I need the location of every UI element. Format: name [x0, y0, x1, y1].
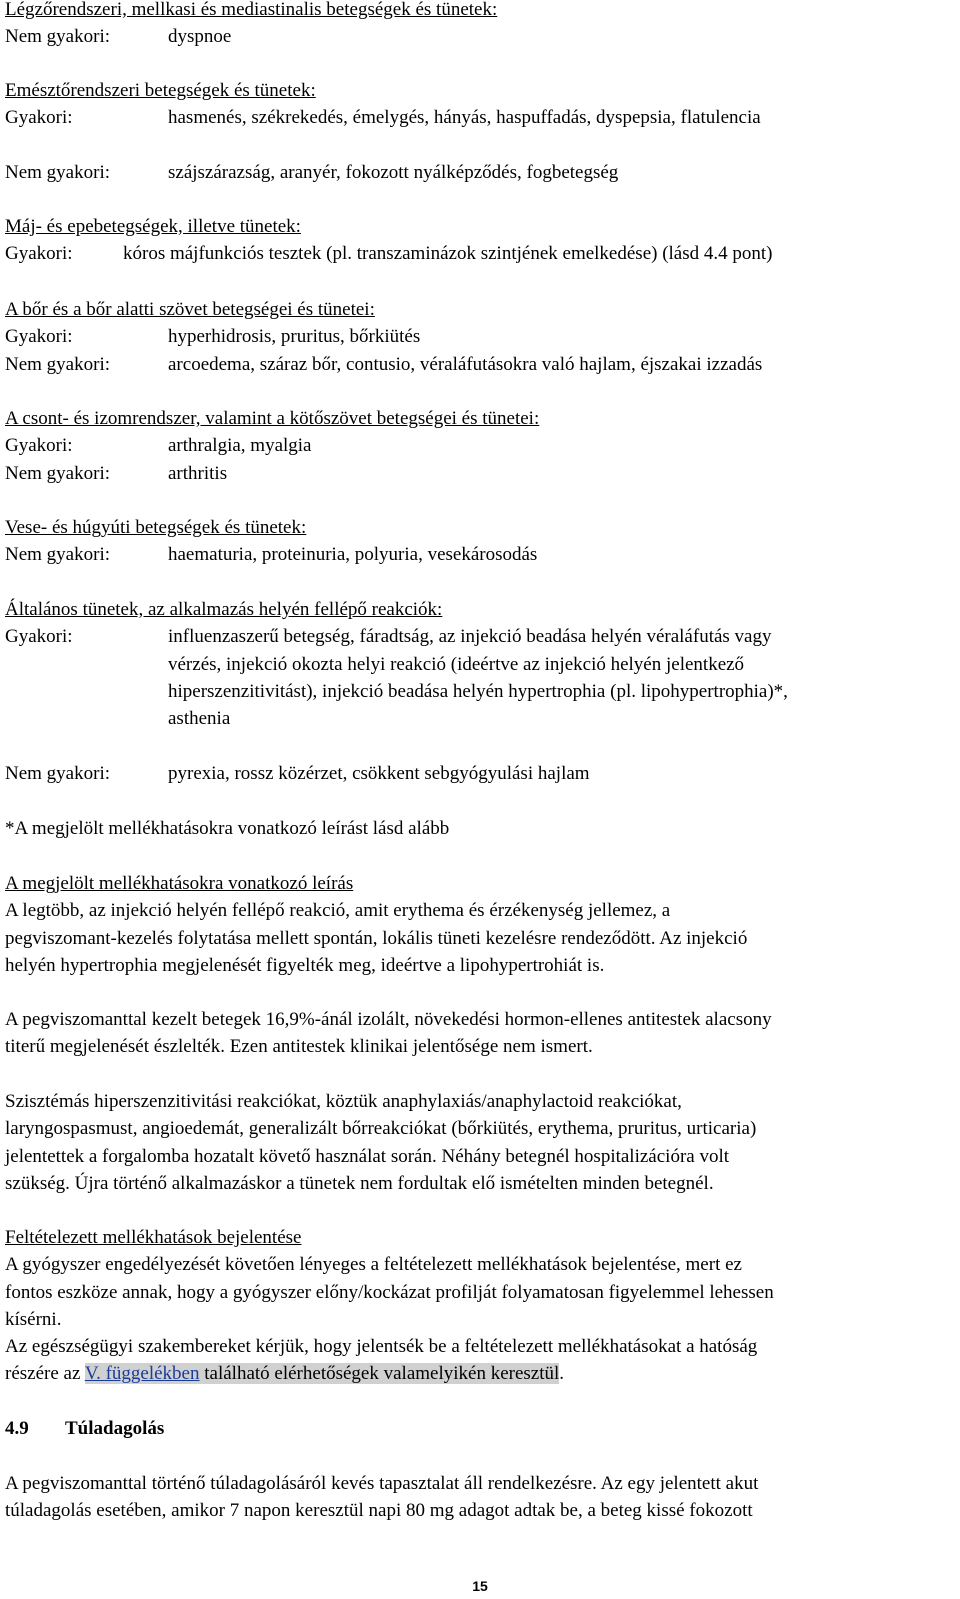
frequency-text: dyspnoe — [168, 26, 232, 48]
frequency-text: hyperhidrosis, pruritus, bőrkiütés — [168, 326, 421, 348]
section-heading: A csont- és izomrendszer, valamint a kötőszövet betegségei és tünetei: — [5, 408, 540, 429]
frequency-text: arcoedema, száraz bőr, contusio, véraláfutásokra való hajlam, éjszakai izzadás — [168, 353, 763, 375]
footnote-text: *A megjelölt mellékhatásokra vonatkozó leírást lásd alább — [5, 818, 450, 839]
paragraph-line: A pegviszomanttal kezelt betegek 16,9%-ánál izolált, növekedési hormon-ellenes antitestek alacsony — [5, 1009, 772, 1030]
paragraph-line: A legtöbb, az injekció helyén fellépő reakció, amit erythema és érzékenység jellemez, a — [5, 900, 671, 922]
frequency-text: haematuria, proteinuria, polyuria, vesekárosodás — [168, 544, 538, 566]
text-end: . — [559, 1363, 565, 1385]
paragraph-line: Szisztémás hiperszenzitivitási reakciókat, köztük anaphylaxiás/anaphylactoid reakciókat, — [5, 1091, 682, 1112]
section-musculoskeletal — [5, 405, 955, 487]
page-number: 15 — [472, 1578, 488, 1594]
paragraph-hypersensitivity — [5, 1088, 955, 1197]
section-heading: Feltételezett mellékhatások bejelentése — [5, 1227, 302, 1248]
paragraph-line: fontos eszköze annak, hogy a gyógyszer előny/kockázat profilját folyamatosan figyelemmel lehessen — [5, 1281, 774, 1303]
frequency-label: Nem gyakori: — [5, 353, 111, 375]
section-heading: Általános tünetek, az alkalmazás helyén fellépő reakciók: — [5, 599, 443, 620]
frequency-label: Gyakori: — [5, 243, 73, 265]
footnote — [5, 815, 955, 842]
section-marked-reactions — [5, 870, 955, 979]
section-heading: A megjelölt mellékhatásokra vonatkozó leírás — [5, 873, 354, 894]
paragraph-line: jelentettek a forgalomba hozatalt követő használat során. Néhány betegnél hospitalizációra volt — [5, 1145, 730, 1167]
section-heading: Emésztőrendszeri betegségek és tünetek: — [5, 80, 316, 101]
frequency-label: Gyakori: — [5, 435, 73, 457]
frequency-label: Gyakori: — [5, 326, 73, 348]
frequency-label: Gyakori: — [5, 626, 73, 648]
paragraph-line: laryngospasmust, angioedemát, generalizált bőrreakciókat (bőrkiütés, erythema, pruritus, urticaria) — [5, 1118, 757, 1140]
section-general-uncommon — [5, 760, 955, 787]
frequency-label: Nem gyakori: — [5, 462, 111, 484]
frequency-label: Nem gyakori: — [5, 162, 111, 183]
section-reporting — [5, 1224, 955, 1388]
text-suffix: található elérhetőségek valamelyikén keresztül — [199, 1363, 560, 1385]
section-heading: Légzőrendszeri, mellkasi és mediastinalis betegségek és tünetek: — [5, 0, 498, 20]
section-gastrointestinal — [5, 77, 955, 132]
frequency-text: pyrexia, rossz közérzet, csökkent sebgyógyulási hajlam — [168, 763, 590, 784]
frequency-text: szájszárazság, aranyér, fokozott nyálképződés, fogbetegség — [168, 162, 619, 183]
frequency-label: Nem gyakori: — [5, 763, 111, 784]
paragraph-line: kísérni. — [5, 1308, 62, 1330]
section-overdose-heading — [5, 1415, 955, 1442]
section-liver — [5, 213, 955, 268]
frequency-text-line: vérzés, injekció okozta helyi reakció (ideértve az injekció helyén jelentkező — [168, 653, 745, 675]
paragraph-line: helyén hypertrophia megjelenését figyelték meg, ideértve a lipohypertrohiát is. — [5, 954, 605, 976]
frequency-text-line: asthenia — [168, 708, 231, 730]
section-title: Túladagolás — [65, 1418, 165, 1439]
paragraph-line: túladagolás esetében, amikor 7 napon keresztül napi 80 mg adagot adtak be, a beteg kissé fokozott — [5, 1500, 753, 1522]
frequency-text-line: hiperszenzitivitást), injekció beadása helyén hypertrophia (pl. lipohypertrophia)*, — [168, 680, 788, 702]
section-heading: A bőr és a bőr alatti szövet betegségei és tünetei: — [5, 299, 375, 320]
section-heading: Vese- és húgyúti betegségek és tünetek: — [5, 517, 307, 538]
appendix-v-link[interactable]: V. függelékben — [84, 1363, 200, 1385]
frequency-text: hasmenés, székrekedés, émelygés, hányás, haspuffadás, dyspepsia, flatulencia — [168, 107, 761, 129]
text-prefix: részére az — [5, 1363, 85, 1385]
frequency-text-line: influenzaszerű betegség, fáradtság, az injekció beadása helyén véraláfutás vagy — [168, 626, 772, 648]
frequency-label: Nem gyakori: — [5, 26, 111, 48]
frequency-label: Nem gyakori: — [5, 544, 111, 566]
section-gastrointestinal-uncommon — [5, 159, 955, 186]
section-renal — [5, 514, 955, 569]
section-general — [5, 596, 955, 732]
paragraph-line: szükség. Újra történő alkalmazáskor a tünetek nem fordultak elő ismételten minden betegnél. — [5, 1172, 714, 1194]
section-number: 4.9 — [5, 1418, 29, 1439]
section-overdose-text — [5, 1470, 955, 1525]
paragraph-line: pegviszomant-kezelés folytatása mellett spontán, lokális tüneti kezelésre rendeződött. Az injekció — [5, 927, 748, 949]
section-respiratory — [5, 0, 955, 51]
paragraph-line-with-link — [5, 1360, 955, 1387]
section-skin — [5, 296, 955, 378]
highlighted-text — [85, 1363, 559, 1384]
section-heading: Máj- és epebetegségek, illetve tünetek: — [5, 216, 301, 237]
paragraph-antibodies — [5, 1006, 955, 1061]
paragraph-line: titerű megjelenését észlelték. Ezen antitestek klinikai jelentősége nem ismert. — [5, 1036, 593, 1058]
paragraph-line: A pegviszomanttal történő túladagolásáról kevés tapasztalat áll rendelkezésre. Az egy jelentett akut — [5, 1473, 759, 1494]
paragraph-line: Az egészségügyi szakembereket kérjük, hogy jelentsék be a feltételezett mellékhatásokat a hatóság — [5, 1336, 758, 1358]
frequency-text: kóros májfunkciós tesztek (pl. transzaminázok szintjének emelkedése) (lásd 4.4 pont) — [123, 243, 773, 265]
frequency-text: arthralgia, myalgia — [168, 435, 312, 457]
frequency-text: arthritis — [168, 462, 228, 484]
frequency-label: Gyakori: — [5, 107, 73, 129]
paragraph-line: A gyógyszer engedélyezését követően lényeges a feltételezett mellékhatások bejelentése, mert ez — [5, 1254, 742, 1276]
